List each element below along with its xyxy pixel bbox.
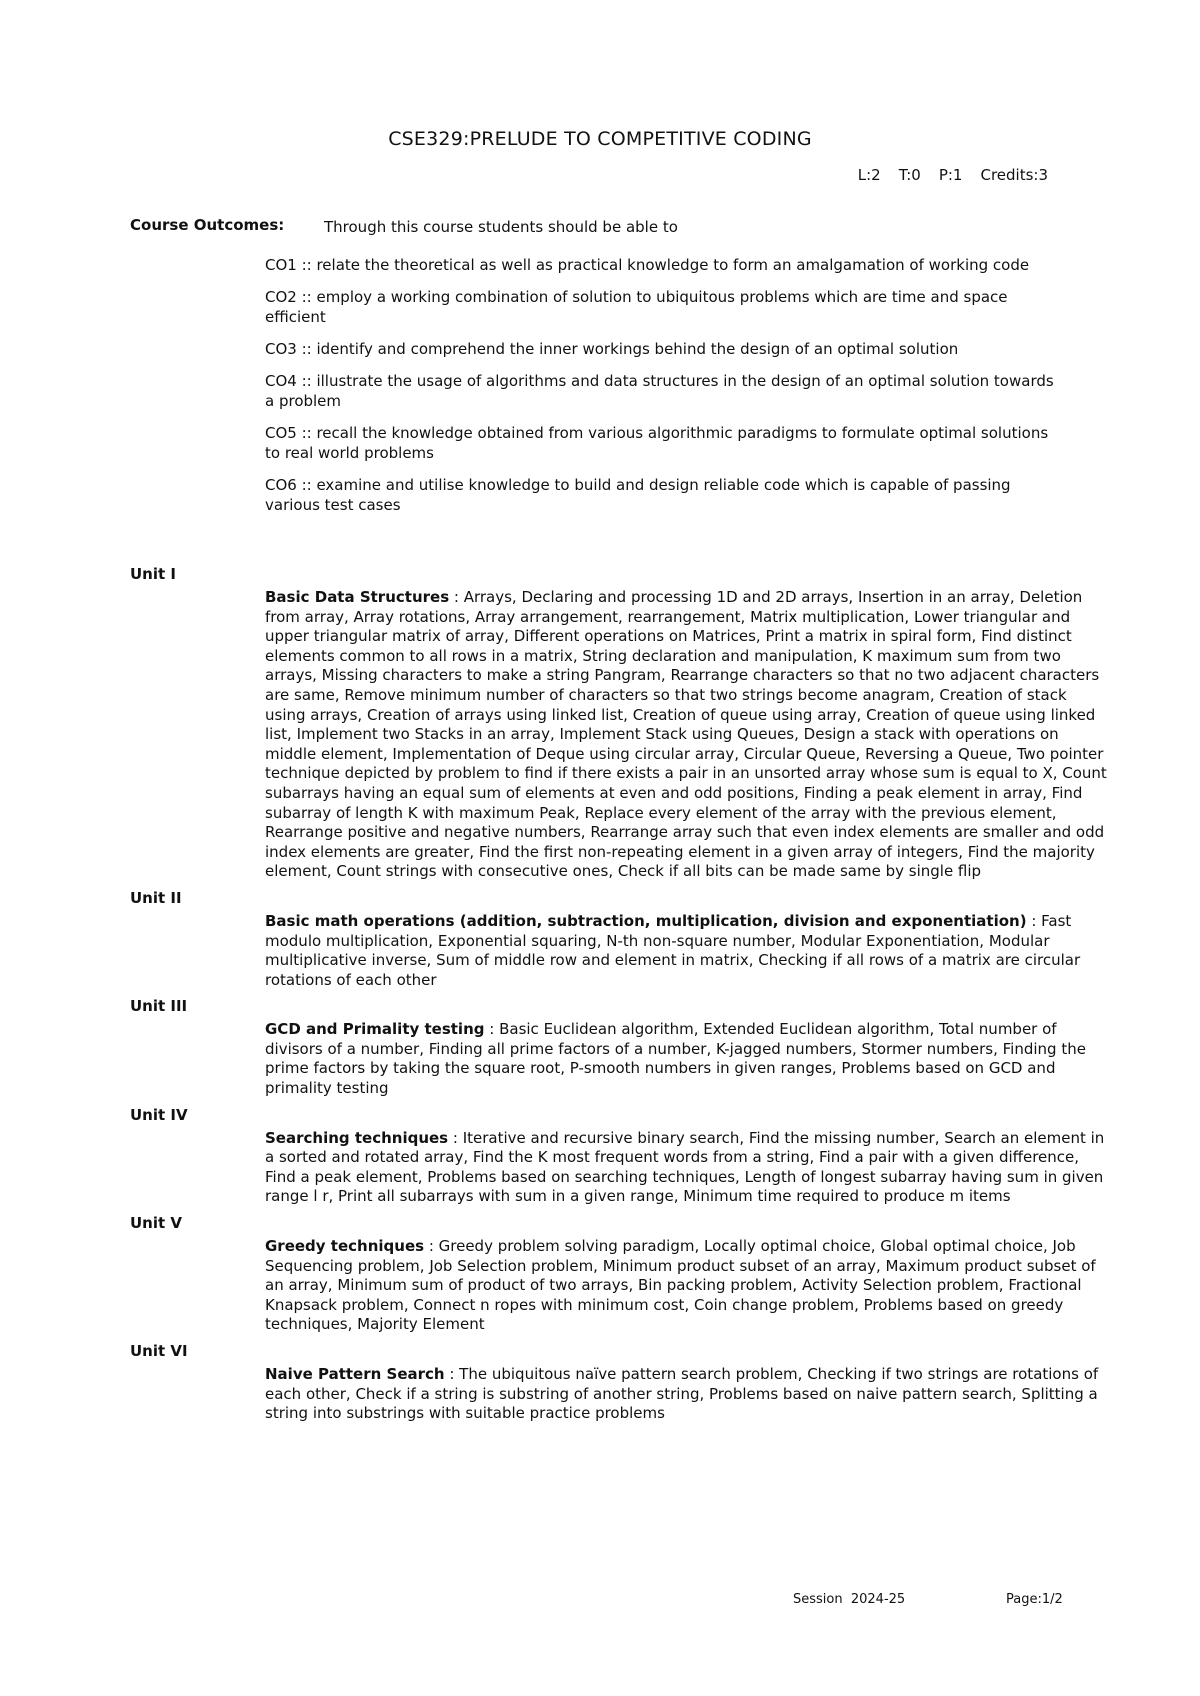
footer-session: Session 2024-25 xyxy=(793,1592,906,1607)
unit-6-topics: : The ubiquitous naïve pattern search problem, Checking if two strings are rotations of each other, Check if a string is substring of another string, Problems based on naive pattern search, Splitting a string into substrings with suitable practice problems xyxy=(265,1365,1099,1423)
unit-2-topics: : Fast modulo multiplication, Exponential squaring, N-th non-square number, Modular Exponentiation, Modular multiplicative inverse, Sum of middle row and element in matrix, Checking if all rows of a matrix are circular rotations of each other xyxy=(265,911,1081,989)
unit-3-topics: : Basic Euclidean algorithm, Extended Euclidean algorithm, Total number of divisors of a number, Finding all prime factors of a number, K-jagged numbers, Stormer numbers, Finding the prime factors by taking the square root, P-smooth numbers in given ranges, Problems based on GCD and primality testing xyxy=(265,1020,1086,1098)
unit-4-content xyxy=(265,1129,1110,1207)
unit-5-heading: Greedy techniques xyxy=(265,1237,425,1256)
unit-5-label: Unit V xyxy=(130,1214,183,1233)
unit-6-content xyxy=(265,1365,1110,1424)
unit-4-label: Unit IV xyxy=(130,1105,188,1124)
ltp-credits xyxy=(858,166,1048,184)
unit-4-topics: : Iterative and recursive binary search, Find the missing number, Search an element in a sorted and rotated array, Find the K most frequent words from a string, Find a pair with a given difference, Find a peak element, Problems based on searching techniques, Length of longest subarray having sum in given range l r, Print all subarrays with sum in a given range, Minimum time required to produce m items xyxy=(265,1128,1105,1206)
course-outcome-co3: CO3 :: identify and comprehend the inner workings behind the design of an optimal solution xyxy=(265,340,959,358)
course-outcomes-label: Course Outcomes: xyxy=(130,216,285,234)
course-outcome-co5: CO5 :: recall the knowledge obtained from various algorithmic paradigms to formulate optimal solutions to real world problems xyxy=(265,424,1049,462)
lecture-hours: L:2 xyxy=(857,166,881,184)
unit-2-heading: Basic math operations (addition, subtraction, multiplication, division and exponentiation) xyxy=(265,911,1027,930)
footer-page-number: Page:1/2 xyxy=(1006,1592,1063,1607)
unit-5-content xyxy=(265,1237,1110,1335)
unit-1-topics: : Arrays, Declaring and processing 1D and 2D arrays, Insertion in an array, Deletion from array, Array rotations, Array arrangement, rearrangement, Matrix multiplication, Lower triangular and upper triangular matrix of array, Different operations on Matrices, Print a matrix in spiral form, Find distinct elements common to all rows in a matrix, String declaration and manipulation, K maximum sum from two arrays, Missing characters to make a string Pangram, Rearrange characters so that no two adjacent characters are same, Remove minimum number of characters so that two strings become anagram, Creation of stack using arrays, Creation of arrays using linked list, Creation of queue using array, Creation of queue using linked list, Implement two Stacks in an array, Implement Stack using Queues, Design a stack with operations on middle element, Implementation of Deque using circular array, Circular Queue, Reversing a Queue, Two pointer technique depicted by problem to find if there exists a pair in an unsorted array whose sum is equal to X, Count subarrays having an equal sum of elements at even and odd positions, Finding a peak element in array, Find subarray of length K with maximum Peak, Replace every element of the array with the previous element, Rearrange positive and negative numbers, Rearrange array such that even index elements are smaller and odd index elements are greater, Find the first non-repeating element in a given array of integers, Find the majority element, Count strings with consecutive ones, Check if all bits can be made same by single flip xyxy=(265,588,1107,881)
page-title: CSE329:PRELUDE TO COMPETITIVE CODING xyxy=(388,128,812,150)
unit-2-label: Unit II xyxy=(130,888,182,907)
course-outcomes-list xyxy=(265,255,1065,527)
unit-1-heading: Basic Data Structures xyxy=(265,588,450,606)
tutorial-hours: T:0 xyxy=(898,166,921,184)
unit-6-label: Unit VI xyxy=(130,1342,188,1360)
course-outcome-co4: CO4 :: illustrate the usage of algorithms and data structures in the design of an optimal solution towards a problem xyxy=(265,372,1054,410)
unit-3-content xyxy=(265,1020,1110,1098)
course-outcome-co1: CO1 :: relate the theoretical as well as practical knowledge to form an amalgamation of working code xyxy=(265,256,1030,274)
course-outcomes-intro: Through this course students should be able to xyxy=(324,218,678,236)
unit-3-heading: GCD and Primality testing xyxy=(265,1020,485,1039)
unit-1-label: Unit I xyxy=(130,565,176,583)
course-outcome-co6: CO6 :: examine and utilise knowledge to build and design reliable code which is capable of passing various test cases xyxy=(265,476,1011,514)
units-section xyxy=(130,565,1110,1431)
unit-4-heading: Searching techniques xyxy=(265,1128,449,1147)
practical-hours: P:1 xyxy=(938,166,963,184)
unit-1-content xyxy=(265,588,1110,882)
unit-5-topics: : Greedy problem solving paradigm, Locally optimal choice, Global optimal choice, Job Sequencing problem, Job Selection problem, Minimum product subset of an array, Maximum product subset of an array, Minimum sum of product of two arrays, Bin packing problem, Activity Selection problem, Fractional Knapsack problem, Connect n ropes with minimum cost, Coin change problem, Problems based on greedy techniques, Majority Element xyxy=(265,1237,1096,1334)
credits: Credits:3 xyxy=(980,166,1048,184)
unit-2-content xyxy=(265,912,1110,990)
unit-3-label: Unit III xyxy=(130,997,188,1016)
course-outcome-co2: CO2 :: employ a working combination of solution to ubiquitous problems which are time and space efficient xyxy=(265,288,1008,326)
unit-6-heading: Naive Pattern Search xyxy=(265,1365,445,1383)
